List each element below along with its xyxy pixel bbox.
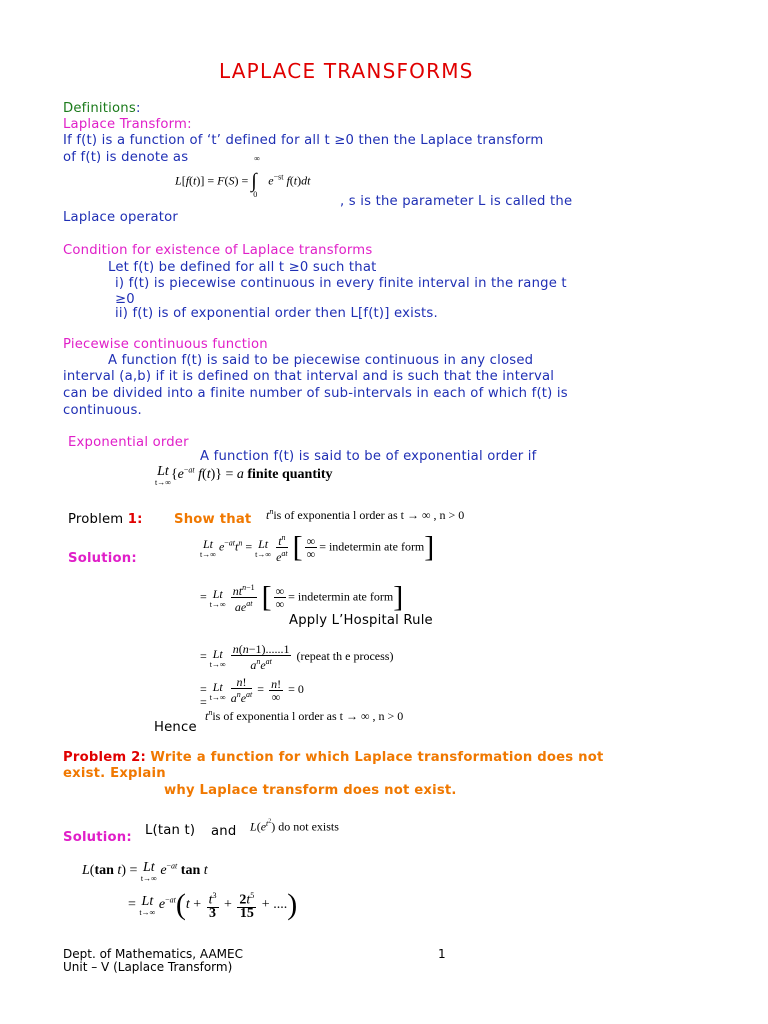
problem-1-label <box>68 512 143 528</box>
hence-statement-text: is of exponentia l order as t → ∞ , n > 0 <box>212 709 404 723</box>
problem-2-line-3: why Laplace transform does not exist. <box>164 783 457 798</box>
apply-lhospital-text: Apply L’Hospital Rule <box>289 613 433 628</box>
solution-2-ltan: L(tan t) <box>145 823 196 838</box>
solution-2-statement: $L(e^{t^2})$ do not exists <box>250 818 339 834</box>
problem-1-show-that: Show that <box>174 512 252 527</box>
extra-equals-sign: = <box>200 695 207 709</box>
problem-1-statement-text: is of exponentia l order as t → ∞ , n > 0 <box>273 508 465 522</box>
page-number: 1 <box>438 947 446 961</box>
tan-formula-line-2: = Lt t→∞ $e^{-at}(t$ + $\frac{t^3}{3}$ + $\frac{2t^5}{15}$ + ....) <box>128 887 298 921</box>
solution-step-1: Lt t→∞ $e^{-at}t^n = Lt$ t→∞ $\frac{t^n}{e^{at}}$ [ $\frac{\infty}{\infty}$ = indetermin ate form] <box>200 530 435 564</box>
finite-quantity-text: finite quantity <box>247 467 333 483</box>
definitions-heading <box>63 101 141 117</box>
piecewise-line-4: continuous. <box>63 403 142 418</box>
condition-ii: ii) f(t) is of exponential order then L[f(t)] exists. <box>115 306 438 321</box>
problem-1-number: 1: <box>127 512 143 527</box>
page-title: LAPLACE TRANSFORMS <box>219 59 474 83</box>
solution-step-2: = Lt t→∞ $\frac{nt^{n-1}}{ae^{at}}$ [ $\frac{\infty}{\infty}$ = indetermin ate form] <box>200 580 404 614</box>
footer-dept: Dept. of Mathematics, AAMEC <box>63 947 243 961</box>
problem-2-label: Problem 2: <box>63 750 146 765</box>
solution-step-3: = Lt t→∞ $\frac{n(n-1)......1}{a^ne^{at}}$ (repeat th e process) <box>200 642 394 672</box>
exponential-order-formula: Lt t→∞ {$e^{-at}$ f(t)} = a finite quantity <box>155 464 333 487</box>
exponential-order-heading: Exponential order <box>68 435 189 450</box>
step-2-text: = indetermin ate form <box>288 589 394 604</box>
solution-2-and: and <box>211 824 237 839</box>
problem-2 <box>63 750 703 766</box>
problem-2-line-2: exist. Explain <box>63 766 166 781</box>
tan-formula-line-1: L(tan t) = Lt t→∞ $e^{-at}$ tan t <box>82 860 208 883</box>
definitions-colon: : <box>135 101 141 116</box>
piecewise-line-2: interval (a,b) if it is defined on that interval and is such that the interval <box>63 369 555 384</box>
definitions-label: Definitions <box>63 101 136 116</box>
definition-line-1: If f(t) is a function of ‘t’ defined for all t ≥0 then the Laplace transform <box>63 133 544 148</box>
step-3-text: (repeat th e process) <box>296 648 394 663</box>
solution-step-4: = Lt t→∞ $\frac{n!}{a^ne^{at}}$ = $\frac{n!}{\infty}$ = 0 <box>200 675 304 705</box>
laplace-definition-formula: L[f(t)] = F(S) = ∞ ∫ 0 $e^{-st}$ f(t)dt <box>175 154 311 199</box>
definition-line-2: of f(t) is denote as <box>63 150 189 165</box>
piecewise-heading: Piecewise continuous function <box>63 337 268 352</box>
problem-2-line-1: Write a function for which Laplace transformation does not <box>150 750 604 765</box>
problem-1-statement: $t^nis$ of exponentia l order as t → ∞ , n > 0 <box>266 507 465 522</box>
condition-i-continued: ≥0 <box>115 292 135 307</box>
solution-1-label: Solution: <box>68 551 137 566</box>
exponential-order-line: A function f(t) is said to be of exponential order if <box>200 449 537 464</box>
footer-unit: Unit – V (Laplace Transform) <box>63 960 233 974</box>
laplace-transform-heading: Laplace Transform: <box>63 117 192 132</box>
condition-heading: Condition for existence of Laplace transforms <box>63 243 373 258</box>
definition-line-3: Laplace operator <box>63 210 179 225</box>
piecewise-line-1: A function f(t) is said to be piecewise continuous in any closed <box>108 353 534 368</box>
piecewise-line-3: can be divided into a finite number of sub-intervals in each of which f(t) is <box>63 386 568 401</box>
solution-2-label: Solution: <box>63 830 132 845</box>
condition-line-1: Let f(t) be defined for all t ≥0 such that <box>108 260 377 275</box>
solution-2-not-exist-text: do not exists <box>278 819 339 834</box>
step-1-text: = indetermin ate form <box>319 539 425 554</box>
definition-parameter-text: , s is the parameter L is called the <box>340 194 573 209</box>
condition-i: i) f(t) is piecewise continuous in every finite interval in the range t <box>115 276 567 291</box>
problem-1-word: Problem <box>68 512 124 527</box>
hence-label: Hence <box>154 720 197 735</box>
hence-statement: $t^nis$ of exponentia l order as t → ∞ , n > 0 <box>205 708 404 723</box>
